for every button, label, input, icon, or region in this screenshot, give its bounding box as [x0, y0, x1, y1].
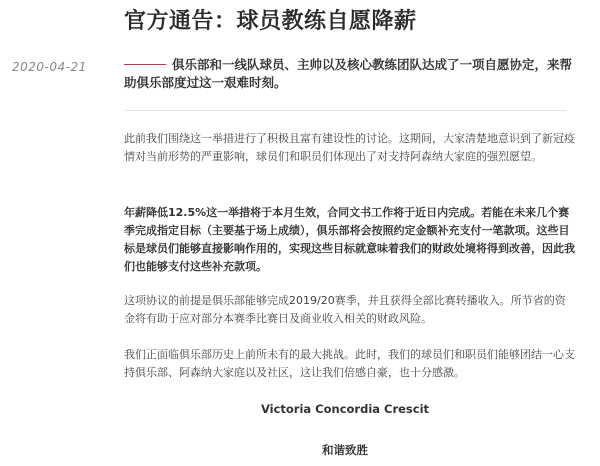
body-paragraph-2: 年薪降低12.5%这一举措将于本月生效，合同文书工作将于近日内完成。若能在未来几个赛季完成指定目标（主要基于场上成绩），俱乐部将会按照约定金额补充支付一笔款项。这些目标是球员们能够直接影响作用的，实现这些目标就意味着我们的财政处境将得到改善，因此我们也能够支付这些补充款项。: [124, 206, 575, 273]
sign-off: 和谐致胜: [322, 443, 368, 457]
section-divider: [124, 110, 566, 111]
body-paragraph-1: 此前我们围绕这一举措进行了积极且富有建设性的讨论。这期间，大家清楚地意识到了新冠疫情对当前形势的严重影响，球员们和职员们体现出了对支持阿森纳大家庭的强烈愿望。: [124, 132, 575, 163]
article-title: 官方通告：球员教练自愿降薪: [124, 9, 417, 34]
body-paragraph-3: 这项协议的前提是俱乐部能够完成2019/20赛季，并且获得全部比赛转播收入。所节省的资金将有助于应对部分本赛季比赛日及商业收入相关的财政风险。: [124, 294, 566, 325]
publish-date: 2020-04-21: [12, 60, 87, 74]
body-paragraph-4: 我们正面临俱乐部历史上前所未有的最大挑战。此时，我们的球员们和职员们能够团结一心支持俱乐部、阿森纳大家庭以及社区，这让我们倍感自豪，也十分感激。: [124, 348, 575, 379]
club-motto: Victoria Concordia Crescit: [260, 402, 430, 416]
article-lead: 俱乐部和一线队球员、主帅以及核心教练团队达成了一项自愿协定，来帮助俱乐部度过这一艰难时刻。: [124, 57, 573, 90]
